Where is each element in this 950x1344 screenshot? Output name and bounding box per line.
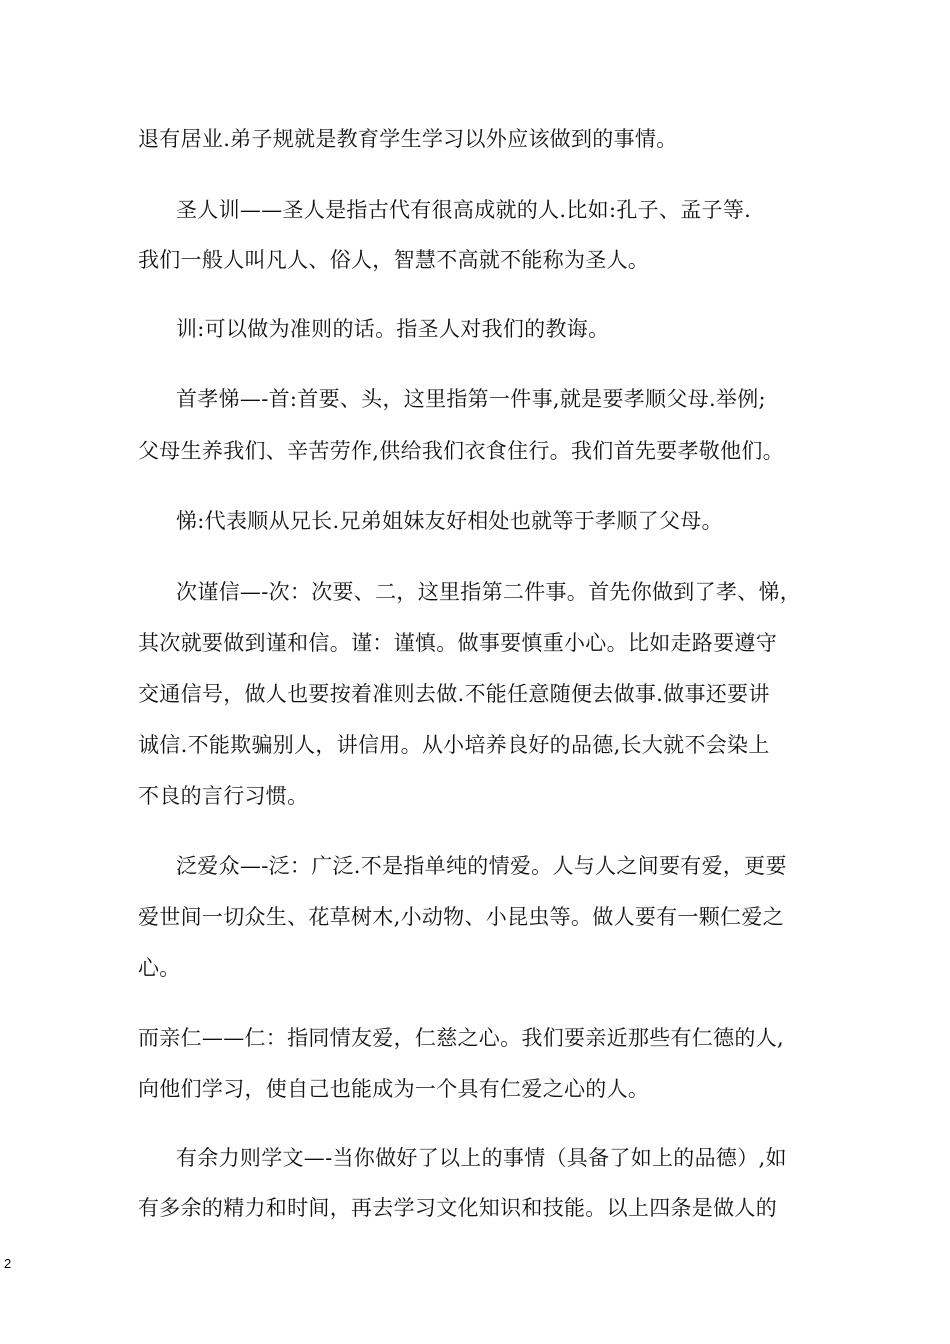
- text-line: 悌:代表顺从兄长.兄弟姐妹友好相处也就等于孝顺了父母。: [176, 509, 723, 533]
- text-line: 退有居业.弟子规就是教育学生学习以外应该做到的事情。: [138, 127, 678, 151]
- text-line: 诚信.不能欺骗别人，讲信用。从小培养良好的品德,长大就不会染上: [138, 733, 770, 757]
- text-line: 不良的言行习惯。: [138, 784, 309, 808]
- text-line: 交通信号，做人也要按着准则去做.不能任意随便去做事.做事还要讲: [138, 682, 770, 706]
- text-line: 次谨信—-次：次要、二，这里指第二件事。首先你做到了孝、悌，: [176, 580, 802, 604]
- text-line: 心。: [138, 956, 181, 980]
- text-line: 有余力则学文—-当你做好了以上的事情（具备了如上的品德）,如: [176, 1146, 787, 1170]
- text-line: 向他们学习，使自己也能成为一个具有仁爱之心的人。: [138, 1077, 650, 1101]
- text-line: 其次就要做到谨和信。谨：谨慎。做事要慎重小心。比如走路要遵守: [138, 631, 777, 655]
- text-line: 训:可以做为准则的话。指圣人对我们的教诲。: [176, 317, 610, 341]
- text-line: 而亲仁——仁：指同情友爱，仁慈之心。我们要亲近那些有仁德的人,: [138, 1026, 784, 1050]
- text-line: 首孝悌—-首:首要、头，这里指第一件事,就是要孝顺父母.举例;: [176, 387, 766, 411]
- text-line: 圣人训——圣人是指古代有很高成就的人.比如:孔子、孟子等.: [176, 198, 752, 222]
- text-line: 有多余的精力和时间，再去学习文化知识和技能。以上四条是做人的: [138, 1196, 777, 1220]
- text-line: 泛爱众—-泛：广泛.不是指单纯的情爱。人与人之间要有爱，更要: [176, 854, 787, 878]
- page-number: 2: [4, 1256, 12, 1271]
- text-line: 我们一般人叫凡人、俗人，智慧不高就不能称为圣人。: [138, 248, 650, 272]
- text-line: 爱世间一切众生、花草树木,小动物、小昆虫等。做人要有一颗仁爱之: [138, 905, 784, 929]
- text-line: 父母生养我们、辛苦劳作,供给我们衣食住行。我们首先要孝敬他们。: [138, 439, 784, 463]
